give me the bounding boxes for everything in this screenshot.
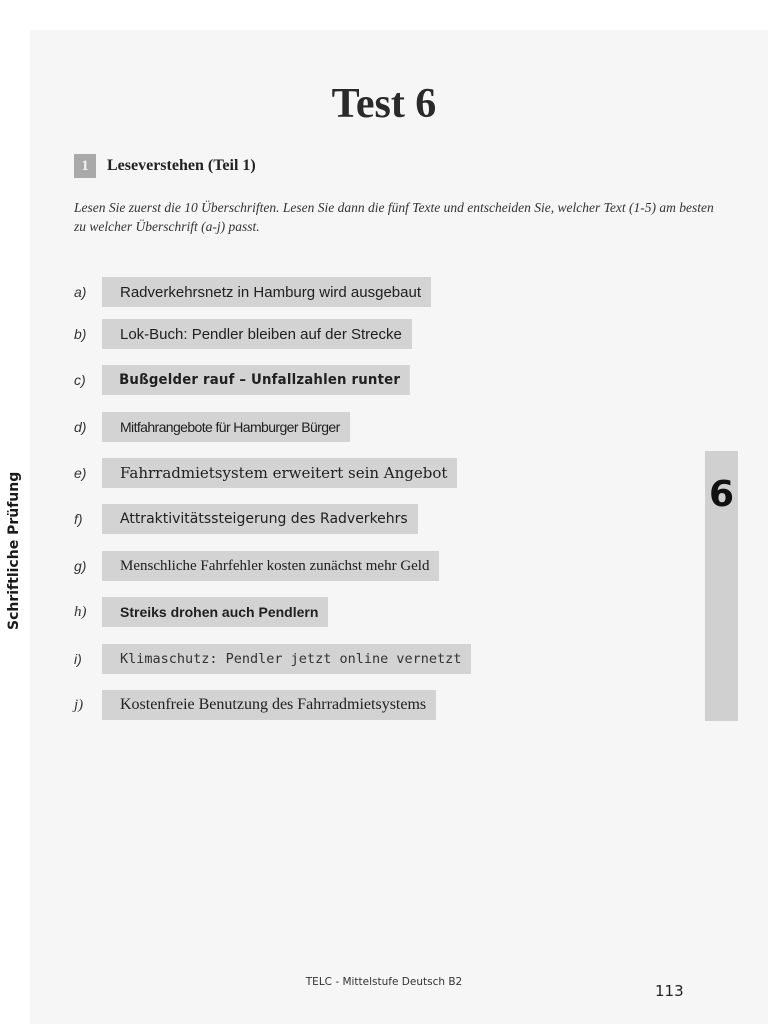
headline-text: Kostenfreie Benutzung des Fahrradmietsystems (102, 690, 436, 720)
headline-item-f (74, 504, 418, 534)
headline-item-i (74, 644, 471, 674)
headline-item-c (74, 365, 426, 395)
headline-text: Mitfahrangebote für Hamburger Bürger (102, 412, 350, 442)
headline-letter: c) (74, 372, 86, 388)
headline-item-h (74, 597, 328, 627)
headline-letter: h) (74, 603, 87, 620)
section-heading (74, 153, 256, 179)
headline-item-d (74, 412, 350, 442)
headline-letter: j) (74, 696, 84, 713)
footer-text: TELC - Mittelstufe Deutsch B2 (305, 976, 463, 988)
chapter-label: Schriftliche Prüfung (6, 471, 22, 630)
headline-letter: a) (74, 284, 87, 300)
headline-letter: g) (74, 558, 87, 574)
headline-letter: d) (74, 419, 87, 435)
headline-item-g (74, 551, 439, 581)
chapter-side-tab (705, 451, 738, 721)
headline-letter: i) (74, 651, 82, 667)
headline-item-b (74, 319, 412, 349)
headline-text: Lok-Buch: Pendler bleiben auf der Strecke (102, 319, 412, 349)
headline-letter: b) (74, 326, 87, 342)
headline-text: Klimaschutz: Pendler jetzt online vernetzt (102, 644, 471, 674)
headline-letter: f) (74, 511, 83, 527)
headline-text: Menschliche Fahrfehler kosten zunächst mehr Geld (102, 551, 439, 581)
headline-text: Attraktivitätssteigerung des Radverkehrs (102, 504, 418, 534)
headline-item-e (74, 458, 457, 488)
page-number: 113 (655, 982, 684, 1000)
headline-text: Fahrradmietsystem erweitert sein Angebot (102, 458, 457, 488)
headline-text: Radverkehrsnetz in Hamburg wird ausgebaut (102, 277, 431, 307)
headline-item-a (74, 277, 431, 307)
headline-text: Streiks drohen auch Pendlern (102, 597, 328, 627)
instructions-text: Lesen Sie zuerst die 10 Überschriften. Lesen Sie dann die fünf Texte und entscheiden Sie, welcher Text (1-5) am besten zu welcher Überschrift (a-j) passt. (74, 200, 714, 234)
headline-text: Bußgelder rauf – Unfallzahlen runter (102, 365, 410, 395)
section-number-badge: 1 (74, 154, 96, 178)
headline-item-j (74, 690, 436, 720)
headline-letter: e) (74, 465, 87, 481)
section-title: Leseverstehen (Teil 1) (107, 157, 256, 174)
chapter-number: 6 (708, 474, 735, 515)
page-title: Test 6 (331, 81, 437, 127)
